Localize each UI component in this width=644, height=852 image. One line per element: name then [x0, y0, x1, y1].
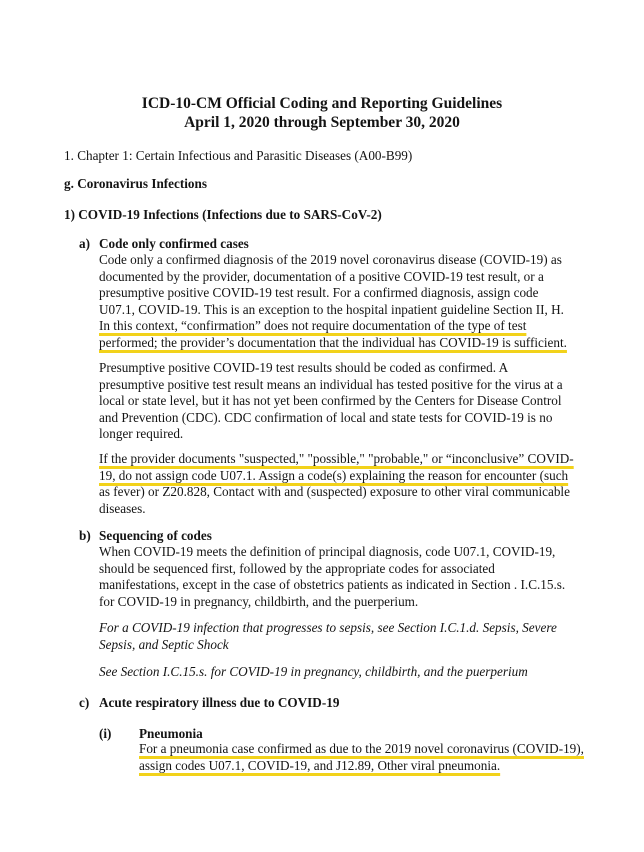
text-line: Code only a confirmed diagnosis of the 2019 novel coronavirus disease (COVID-19) as	[99, 252, 562, 267]
section-a-marker: a)	[79, 236, 90, 251]
highlighted-text-line: For a pneumonia case confirmed as due to the 2019 novel coronavirus (COVID-19),	[139, 741, 584, 756]
document-date-range: April 1, 2020 through September 30, 2020	[184, 114, 460, 131]
text-line: presumptive positive COVID-19 test result. For a confirmed diagnosis, assign code	[99, 285, 539, 300]
text-line: should be sequenced first, followed by the appropriate codes for associated	[99, 560, 495, 576]
pneumonia-heading: Pneumonia	[139, 726, 203, 741]
text-line: local or state level, but it has not yet been confirmed by the Centers for Disease Control	[99, 393, 562, 408]
text-line: Presumptive positive COVID-19 test results should be coded as confirmed. A	[99, 360, 509, 375]
section-a-paragraph-3	[99, 451, 574, 517]
highlighted-text-line: performed; the provider’s documentation that the individual has COVID-19 is sufficient.	[99, 334, 567, 350]
section-b-heading: Sequencing of codes	[99, 528, 212, 543]
text-line: and Prevention (CDC). CDC confirmation of local and state tests for COVID-19 is no	[99, 409, 553, 425]
section-g-heading: g. Coronavirus Infections	[64, 176, 207, 191]
text-line: U07.1, COVID-19. This is an exception to the hospital inpatient guideline Section II, H.	[99, 301, 564, 317]
subsection-i-marker: (i)	[99, 726, 112, 741]
section-b-pregnancy-note: See Section I.C.15.s. for COVID-19 in pregnancy, childbirth, and the puerperium	[99, 664, 528, 679]
section-c-marker: c)	[79, 695, 90, 710]
highlighted-text-line: In this context, “confirmation” does not require documentation of the type of test	[99, 318, 527, 333]
section-b-paragraph-1	[99, 544, 565, 610]
section-a-paragraph-1	[99, 252, 567, 351]
text-line: longer required.	[99, 426, 184, 441]
text-line: manifestations, except in the case of obstetrics patients as indicated in Section . I.C.15.s.	[99, 577, 566, 592]
text-line: diseases.	[99, 500, 146, 516]
section-a-paragraph-2	[99, 360, 563, 443]
text-line: for COVID-19 in pregnancy, childbirth, and the puerperium.	[99, 593, 419, 609]
section-1-heading: 1) COVID-19 Infections (Infections due to SARS-CoV-2)	[64, 207, 382, 222]
section-c-heading: Acute respiratory illness due to COVID-19	[99, 695, 340, 710]
section-b-sepsis-note	[99, 620, 557, 653]
highlighted-text-line: assign codes U07.1, COVID-19, and J12.89, Other viral pneumonia.	[139, 757, 501, 773]
section-b-marker: b)	[79, 528, 91, 543]
text-line: documented by the provider, documentation of a positive COVID-19 test result, or a	[99, 268, 544, 284]
pneumonia-paragraph	[139, 741, 584, 774]
chapter-line: 1. Chapter 1: Certain Infectious and Parasitic Diseases (A00-B99)	[64, 148, 413, 163]
section-a-heading: Code only confirmed cases	[99, 236, 249, 251]
highlighted-text-line: 19, do not assign code U07.1. Assign a code(s) explaining the reason for encounter (such	[99, 467, 569, 483]
text-line: as fever) or Z20.828, Contact with and (suspected) exposure to other viral communicable	[99, 484, 570, 499]
text-line: For a COVID-19 infection that progresses to sepsis, see Section I.C.1.d. Sepsis, Severe	[99, 620, 557, 635]
text-line: When COVID-19 meets the definition of principal diagnosis, code U07.1, COVID-19,	[99, 544, 556, 559]
document-title: ICD-10-CM Official Coding and Reporting Guidelines	[141, 95, 503, 112]
text-line: Sepsis, and Septic Shock	[99, 636, 229, 652]
highlighted-text-line: If the provider documents "suspected," "possible," "probable," or “inconclusive” COVID-	[99, 451, 574, 466]
text-line: presumptive positive test result means an individual has tested positive for the virus at a	[99, 376, 563, 392]
